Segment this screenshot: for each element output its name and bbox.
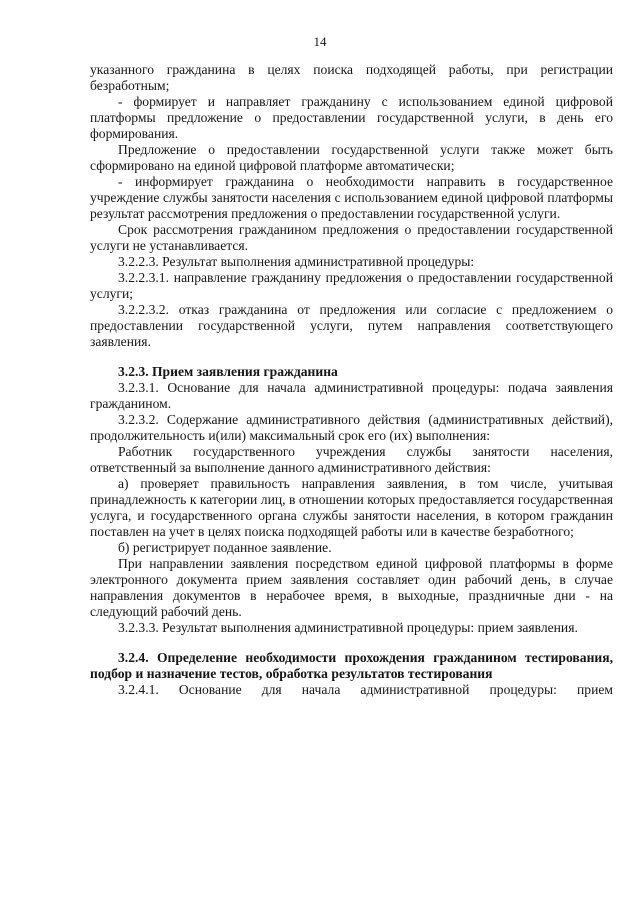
paragraph: указанного гражданина в целях поиска подходящей работы, при регистрации безработным;: [90, 62, 613, 93]
document-body: [90, 62, 613, 698]
paragraph: 3.2.2.3.2. отказ гражданина от предложения или согласие с предложением о предоставлении государственной услуги, путем направления соответствующего заявления.: [90, 302, 613, 349]
section-heading: 3.2.3. Прием заявления гражданина: [118, 364, 338, 379]
paragraph: - информирует гражданина о необходимости направить в государственное учреждение службы занятости населения с использованием единой цифровой платформы результат рассмотрения предложения о предоставлении государственной услуги.: [90, 174, 613, 221]
paragraph: 3.2.3.3. Результат выполнения административной процедуры: прием заявления.: [118, 620, 578, 635]
paragraph: Срок рассмотрения гражданином предложения о предоставлении государственной услуги не устанавливается.: [90, 222, 613, 253]
paragraph: - формирует и направляет гражданину с использованием единой цифровой платформы предложение о предоставлении государственной услуги, в день его формирования.: [90, 94, 613, 141]
paragraph: б) регистрирует поданное заявление.: [118, 540, 332, 555]
paragraph: 3.2.2.3.1. направление гражданину предложения о предоставлении государственной услуги;: [90, 270, 613, 301]
section-heading: 3.2.4. Определение необходимости прохождения гражданином тестирования, подбор и назначение тестов, обработка результатов тестирования: [90, 650, 613, 681]
paragraph: 3.2.2.3. Результат выполнения административной процедуры:: [118, 254, 475, 269]
paragraph: Работник государственного учреждения службы занятости населения, ответственный за выполнение данного административного действия:: [90, 444, 613, 475]
paragraph: 3.2.4.1. Основание для начала административной процедуры: прием: [118, 682, 613, 697]
page-number: 14: [313, 34, 327, 49]
paragraph: 3.2.3.2. Содержание административного действия (административных действий), продолжительность и(или) максимальный срок его (их) выполнения:: [90, 412, 613, 443]
paragraph: Предложение о предоставлении государственной услуги также может быть сформировано на единой цифровой платформе автоматически;: [90, 142, 613, 173]
paragraph: 3.2.3.1. Основание для начала административной процедуры: подача заявления гражданином.: [90, 380, 613, 411]
paragraph: При направлении заявления посредством единой цифровой платформы в форме электронного документа прием заявления составляет один рабочий день, в случае направления документов в нерабочее время, в выходные, праздничные дни - на следующий рабочий день.: [90, 556, 613, 619]
paragraph: а) проверяет правильность направления заявления, в том числе, учитывая принадлежность к категории лиц, в отношении которых предоставляется государственная услуга, и государственного органа службы занятости населения, в котором гражданин поставлен на учет в целях поиска подходящей работы или в качестве безработного;: [90, 476, 613, 539]
